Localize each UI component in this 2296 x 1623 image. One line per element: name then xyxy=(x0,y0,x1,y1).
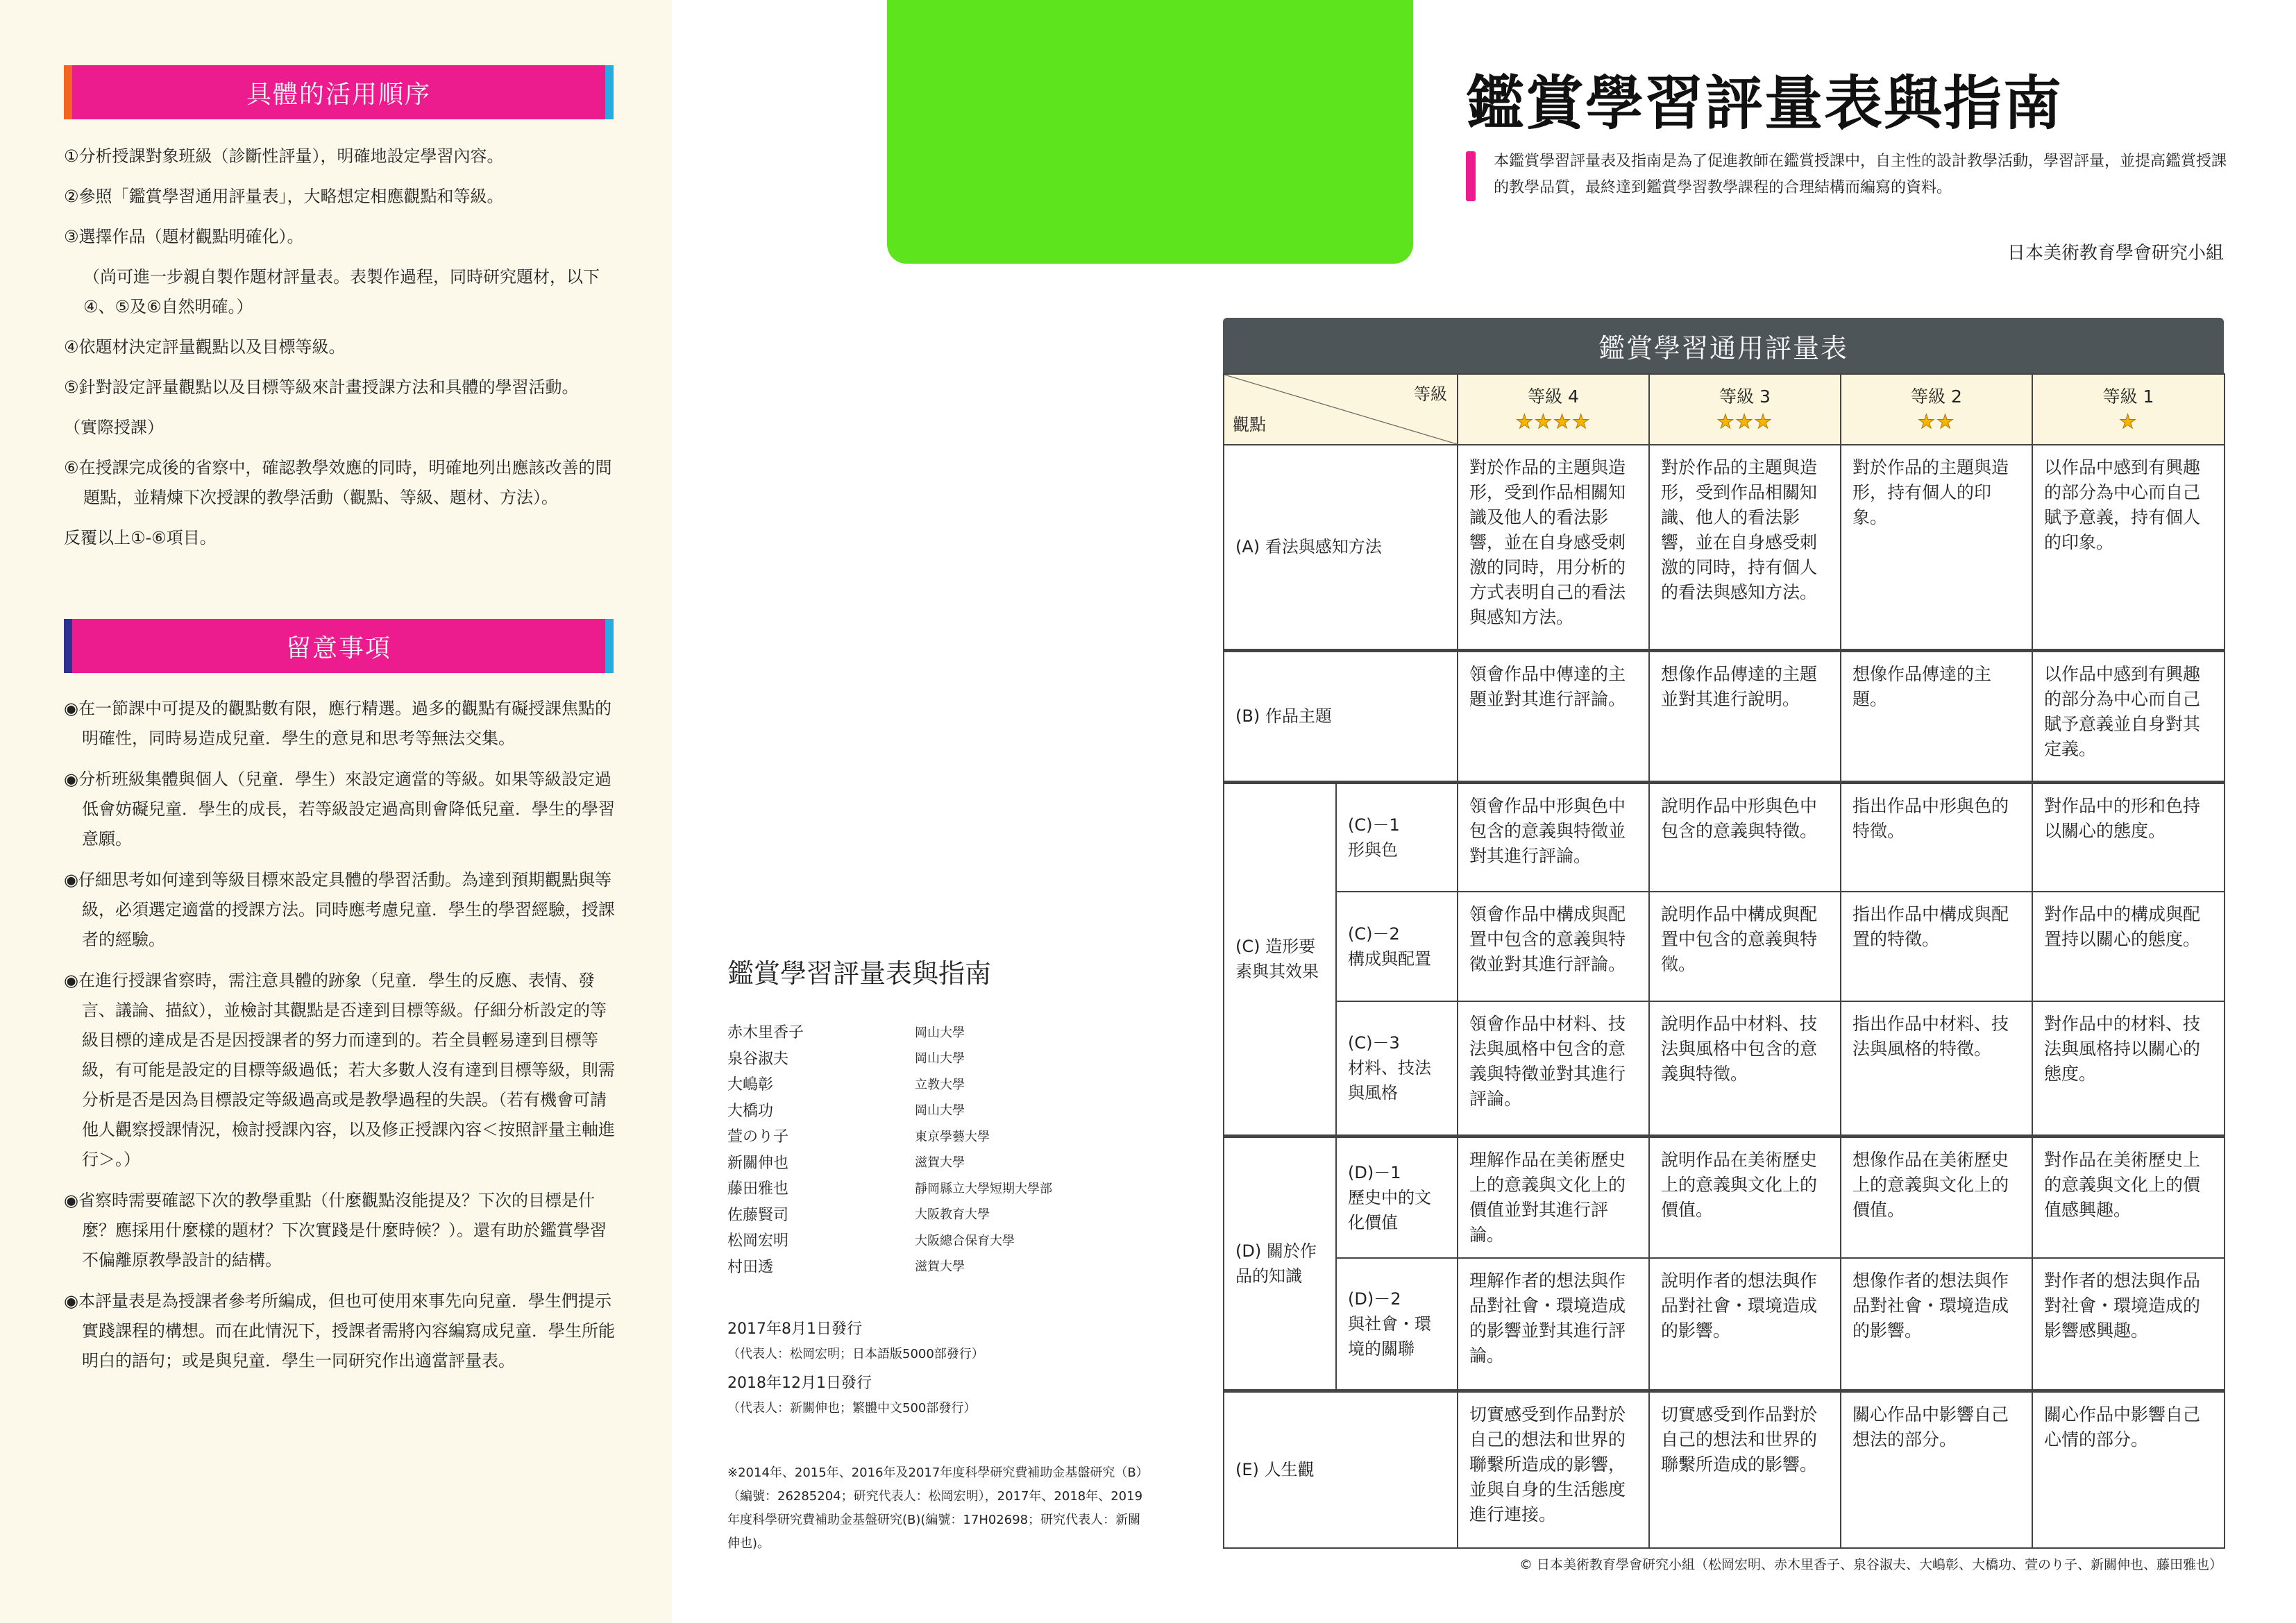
table-cell: 對於作品的主題與造形，受到作品相關知識、他人的看法影響，並在自身感受刺激的同時，持有個人的看法與感知方法。 xyxy=(1649,445,1841,650)
author-name: 大橋功 xyxy=(727,1102,774,1120)
publication-info-2 xyxy=(727,1371,976,1421)
sub-viewpoint-code: (D)－1 xyxy=(1348,1162,1401,1182)
level-header-1 xyxy=(2032,374,2225,445)
step-item: （實際授課） xyxy=(64,418,164,437)
step-item: ③選擇作品（題材觀點明確化）。 xyxy=(64,227,304,246)
level-label: 等級 2 xyxy=(1911,386,1962,407)
rubric-table-container xyxy=(1223,318,2224,1549)
author-affiliation: 滋賀大學 xyxy=(915,1259,965,1275)
author-name: 新關伸也 xyxy=(727,1154,789,1172)
usage-steps-list xyxy=(64,142,619,563)
step-item: ①分析授課對象班級（診斷性評量），明確地設定學習內容。 xyxy=(64,146,504,166)
table-cell: 想像作品在美術歷史上的意義與文化上的價值。 xyxy=(1841,1136,2032,1258)
copyright-notice: © 日本美術教育學會研究小組（松岡宏明、赤木里香子、泉谷淑夫、大嶋彰、大橋功、萱のり子、新關伸也、藤田雅也） xyxy=(1519,1557,2222,1572)
table-cell: 想像作品傳達的主題並對其進行說明。 xyxy=(1649,650,1841,782)
level-label: 等級 4 xyxy=(1528,386,1579,407)
note-item: ◉省察時需要確認下次的教學重點（什麼觀點沒能提及？下次的目標是什麼？應採用什麼樣的題材？下次實踐是什麼時候？）。還有助於鑑賞學習不偏離原教學設計的結構。 xyxy=(64,1191,607,1270)
section-title: 留意事項 xyxy=(285,634,391,663)
table-cell: 對作品中的材料、技法與風格持以關心的態度。 xyxy=(2032,1001,2225,1136)
table-cell: 關心作品中影響自己心情的部分。 xyxy=(2032,1391,2225,1548)
sub-viewpoint-c3 xyxy=(1336,1001,1458,1136)
author-affiliation: 立教大學 xyxy=(915,1077,965,1092)
table-row-c1 xyxy=(1224,782,2225,892)
table-cell: 理解作品在美術歷史上的意義與文化上的價值並對其進行評論。 xyxy=(1458,1136,1649,1258)
rubric-table xyxy=(1223,373,2225,1549)
note-item: ◉在進行授課省察時，需注意具體的跡象（兒童．學生的反應、表情、發言、議論、描紋），並檢討其觀點是否達到目標等級。仔細分析設定的等級目標的達成是否是因授課者的努力而達到的。若全員輕易達到目標等級，有可能是設定的目標等級過低；若大多數人沒有達到目標等級，則需分析是否是因為目標設定等級過高或是教學過程的失誤。（若有機會可請他人觀察授課情況，檢討授課內容，以及修正授課內容＜按照評量主軸進行＞。） xyxy=(64,971,615,1169)
author-affiliation: 東京學藝大學 xyxy=(915,1129,990,1144)
header-corner-cell xyxy=(1224,374,1458,445)
author-affiliation: 滋賀大學 xyxy=(915,1155,965,1171)
author-row xyxy=(727,1253,1052,1280)
star-rating-icon: ★★★★ xyxy=(1515,410,1592,433)
level-label: 等級 1 xyxy=(2102,386,2154,407)
note-item: ◉本評量表是為授課者參考所編成，但也可使用來事先向兒童．學生們提示實踐課程的構想。而在此情況下，授課者需將內容編寫成兒童．學生所能明白的語句；或是與兒童．學生一同研究作出適當評量表。 xyxy=(64,1291,615,1370)
table-cell: 理解作者的想法與作品對社會・環境造成的影響並對其進行評論。 xyxy=(1458,1258,1649,1391)
table-row-c3 xyxy=(1224,1001,2225,1136)
author-row xyxy=(727,1149,1052,1175)
level-label: 等級 3 xyxy=(1719,386,1771,407)
table-cell: 對作品在美術歷史上的意義與文化上的價值感興趣。 xyxy=(2032,1136,2225,1258)
author-name: 松岡宏明 xyxy=(727,1232,789,1250)
rubric-table-title: 鑑賞學習通用評量表 xyxy=(1223,318,2224,373)
notes-list xyxy=(64,694,619,1387)
grade-axis-label: 等級 xyxy=(1414,384,1447,404)
table-cell: 對作品中的形和色持以關心的態度。 xyxy=(2032,782,2225,892)
viewpoint-axis-label: 觀點 xyxy=(1233,415,1266,434)
publication-note: （代表人：新關伸也；繁體中文500部發行） xyxy=(727,1401,977,1416)
table-cell: 對於作品的主題與造形，持有個人的印象。 xyxy=(1841,445,2032,650)
author-name: 大嶋彰 xyxy=(727,1076,774,1094)
table-cell: 說明作品中構成與配置中包含的意義與特徵。 xyxy=(1649,892,1841,1001)
publication-date: 2017年8月1日發行 xyxy=(727,1320,862,1338)
sub-viewpoint-c1 xyxy=(1336,782,1458,892)
table-row-c2 xyxy=(1224,892,2225,1001)
author-row xyxy=(727,1175,1052,1201)
table-cell: 以作品中感到有興趣的部分為中心而自己賦予意義並自身對其定義。 xyxy=(2032,650,2225,782)
sub-viewpoint-code: (C)－3 xyxy=(1348,1033,1400,1053)
table-row-e xyxy=(1224,1391,2225,1548)
level-header-4 xyxy=(1458,374,1649,445)
author-name: 赤木里香子 xyxy=(727,1024,804,1042)
table-cell: 說明作品在美術歷史上的意義與文化上的價值。 xyxy=(1649,1136,1841,1258)
organization-credit: 日本美術教育學會研究小組 xyxy=(2007,243,2224,264)
left-panel xyxy=(0,0,672,1623)
sub-viewpoint-name: 形與色 xyxy=(1348,840,1398,860)
table-cell: 切實感受到作品對於自己的想法和世界的聯繫所造成的影響。 xyxy=(1649,1391,1841,1548)
sub-viewpoint-name: 與社會・環境的關聯 xyxy=(1348,1314,1431,1359)
sub-viewpoint-name: 構成與配置 xyxy=(1348,949,1431,969)
publication-note: （代表人：松岡宏明；日本語版5000部發行） xyxy=(727,1347,984,1361)
author-name: 泉谷淑夫 xyxy=(727,1050,789,1068)
author-name: 萱のり子 xyxy=(727,1128,789,1146)
table-cell: 領會作品中構成與配置中包含的意義與特徵並對其進行評論。 xyxy=(1458,892,1649,1001)
intro-text: 本鑑賞學習評量表及指南是為了促進教師在鑑賞授課中，自主性的設計教學活動，學習評量，並提高鑑賞授課的教學品質，最終達到鑑賞學習教學課程的合理結構而編寫的資料。 xyxy=(1494,153,2227,196)
step-item: ④依題材決定評量觀點以及目標等級。 xyxy=(64,337,346,357)
table-cell: 指出作品中材料、技法與風格的特徵。 xyxy=(1841,1001,2032,1136)
star-rating-icon: ★★★ xyxy=(1716,410,1773,433)
sub-viewpoint-code: (C)－1 xyxy=(1348,815,1400,835)
note-item: ◉在一節課中可提及的觀點數有限，應行精選。過多的觀點有礙授課焦點的明確性，同時易造成兒童．學生的意見和思考等無法交集。 xyxy=(64,699,611,748)
sub-viewpoint-code: (C)－2 xyxy=(1348,924,1400,944)
star-rating-icon: ★ xyxy=(2118,410,2138,433)
funding-note: ※2014年、2015年、2016年及2017年度科學研究費補助金基盤研究（B）（編號：26285204；研究代表人：松岡宏明），2017年、2018年、2019年度科學研究費補助金基盤研究(B)(編號：17H02698；研究代表人：新關伸也)。 xyxy=(727,1465,1143,1551)
note-item: ◉仔細思考如何達到等級目標來設定具體的學習活動。為達到預期觀點與等級，必須選定適當的授課方法。同時應考慮兒童．學生的學習經驗，授課者的經驗。 xyxy=(64,870,615,949)
table-cell: 指出作品中構成與配置的特徵。 xyxy=(1841,892,2032,1001)
table-cell: 說明作品中材料、技法與風格中包含的意義與特徵。 xyxy=(1649,1001,1841,1136)
table-cell: 想像作品傳達的主題。 xyxy=(1841,650,2032,782)
author-row xyxy=(727,1097,1052,1123)
author-row xyxy=(727,1045,1052,1071)
viewpoint-c: (C) 造形要素與其效果 xyxy=(1224,782,1336,1136)
author-row xyxy=(727,1123,1052,1149)
viewpoint-e: (E) 人生觀 xyxy=(1224,1391,1458,1548)
step-item: ②參照「鑑賞學習通用評量表」，大略想定相應觀點和等級。 xyxy=(64,187,504,206)
page-title: 鑑賞學習評量表與指南 xyxy=(1466,69,2063,137)
step-item: ⑤針對設定評量觀點以及目標等級來計畫授課方法和具體的學習活動。 xyxy=(64,377,579,397)
sub-viewpoint-name: 材料、技法與風格 xyxy=(1348,1058,1431,1103)
author-affiliation: 岡山大學 xyxy=(915,1051,965,1067)
author-row xyxy=(727,1019,1052,1045)
table-header-row xyxy=(1224,374,2225,445)
note-item: ◉分析班級集體與個人（兒童．學生）來設定適當的等級。如果等級設定過低會妨礙兒童．學生的成長，若等級設定過高則會降低兒童．學生的學習意願。 xyxy=(64,770,615,849)
table-row-a xyxy=(1224,445,2225,650)
table-cell: 對作者的想法與作品對社會・環境造成的影響感興趣。 xyxy=(2032,1258,2225,1391)
level-header-3 xyxy=(1649,374,1841,445)
intro-accent-bar xyxy=(1466,151,1476,201)
author-row xyxy=(727,1201,1052,1227)
step-item: 反覆以上①-⑥項目。 xyxy=(64,528,217,547)
publication-info-1 xyxy=(727,1317,984,1367)
table-row-b xyxy=(1224,650,2225,782)
viewpoint-b: (B) 作品主題 xyxy=(1224,650,1458,782)
author-name: 佐藤賢司 xyxy=(727,1206,789,1224)
author-row xyxy=(727,1227,1052,1253)
table-cell: 領會作品中形與色中包含的意義與特徵並對其進行評論。 xyxy=(1458,782,1649,892)
step-item: ⑥在授課完成後的省察中，確認教學效應的同時，明確地列出應該改善的問題點，並精煉下次授課的教學活動（觀點、等級、題材、方法）。 xyxy=(64,458,612,507)
table-cell: 對於作品的主題與造形，受到作品相關知識及他人的看法影響，並在自身感受刺激的同時，用分析的方式表明自己的看法與感知方法。 xyxy=(1458,445,1649,650)
author-list xyxy=(727,1019,1052,1279)
table-cell: 關心作品中影響自己想法的部分。 xyxy=(1841,1391,2032,1548)
level-header-2 xyxy=(1841,374,2032,445)
author-affiliation: 大阪教育大學 xyxy=(915,1207,990,1223)
author-row xyxy=(727,1071,1052,1097)
section-title: 具體的活用順序 xyxy=(246,80,431,109)
author-name: 藤田雅也 xyxy=(727,1180,789,1198)
sub-viewpoint-code: (D)－2 xyxy=(1348,1289,1401,1309)
author-name: 村田透 xyxy=(727,1258,774,1276)
table-cell: 對作品中的構成與配置持以關心的態度。 xyxy=(2032,892,2225,1001)
table-cell: 指出作品中形與色的特徵。 xyxy=(1841,782,2032,892)
sub-viewpoint-d1 xyxy=(1336,1136,1458,1258)
viewpoint-d: (D) 關於作品的知識 xyxy=(1224,1136,1336,1391)
sub-viewpoint-d2 xyxy=(1336,1258,1458,1391)
author-affiliation: 岡山大學 xyxy=(915,1025,965,1040)
table-cell: 說明作者的想法與作品對社會・環境造成的影響。 xyxy=(1649,1258,1841,1391)
table-cell: 領會作品中傳達的主題並對其進行評論。 xyxy=(1458,650,1649,782)
table-cell: 說明作品中形與色中包含的意義與特徵。 xyxy=(1649,782,1841,892)
table-cell: 以作品中感到有興趣的部分為中心而自己賦予意義，持有個人的印象。 xyxy=(2032,445,2225,650)
section-header-usage-order xyxy=(64,65,614,119)
sub-viewpoint-c2 xyxy=(1336,892,1458,1001)
green-decoration-block xyxy=(887,0,1413,264)
author-affiliation: 靜岡縣立大學短期大學部 xyxy=(915,1181,1052,1196)
table-row-d2 xyxy=(1224,1258,2225,1391)
table-cell: 領會作品中材料、技法與風格中包含的意義與特徵並對其進行評論。 xyxy=(1458,1001,1649,1136)
table-cell: 切實感受到作品對於自己的想法和世界的聯繫所造成的影響，並與自身的生活態度進行連接。 xyxy=(1458,1391,1649,1548)
author-affiliation: 岡山大學 xyxy=(915,1103,965,1119)
table-row-d1 xyxy=(1224,1136,2225,1258)
section-header-notes xyxy=(64,619,614,673)
step-item: （尚可進一步親自製作題材評量表。表製作過程，同時研究題材，以下④、⑤及⑥自然明確。） xyxy=(83,267,600,316)
publication-date: 2018年12月1日發行 xyxy=(727,1375,872,1392)
sub-viewpoint-name: 歷史中的文化價值 xyxy=(1348,1187,1431,1232)
colophon-title: 鑑賞學習評量表與指南 xyxy=(727,958,992,989)
author-affiliation: 大阪總合保育大學 xyxy=(915,1233,1015,1248)
table-cell: 想像作者的想法與作品對社會・環境造成的影響。 xyxy=(1841,1258,2032,1391)
star-rating-icon: ★★ xyxy=(1917,410,1956,433)
viewpoint-a: (A) 看法與感知方法 xyxy=(1224,445,1458,650)
